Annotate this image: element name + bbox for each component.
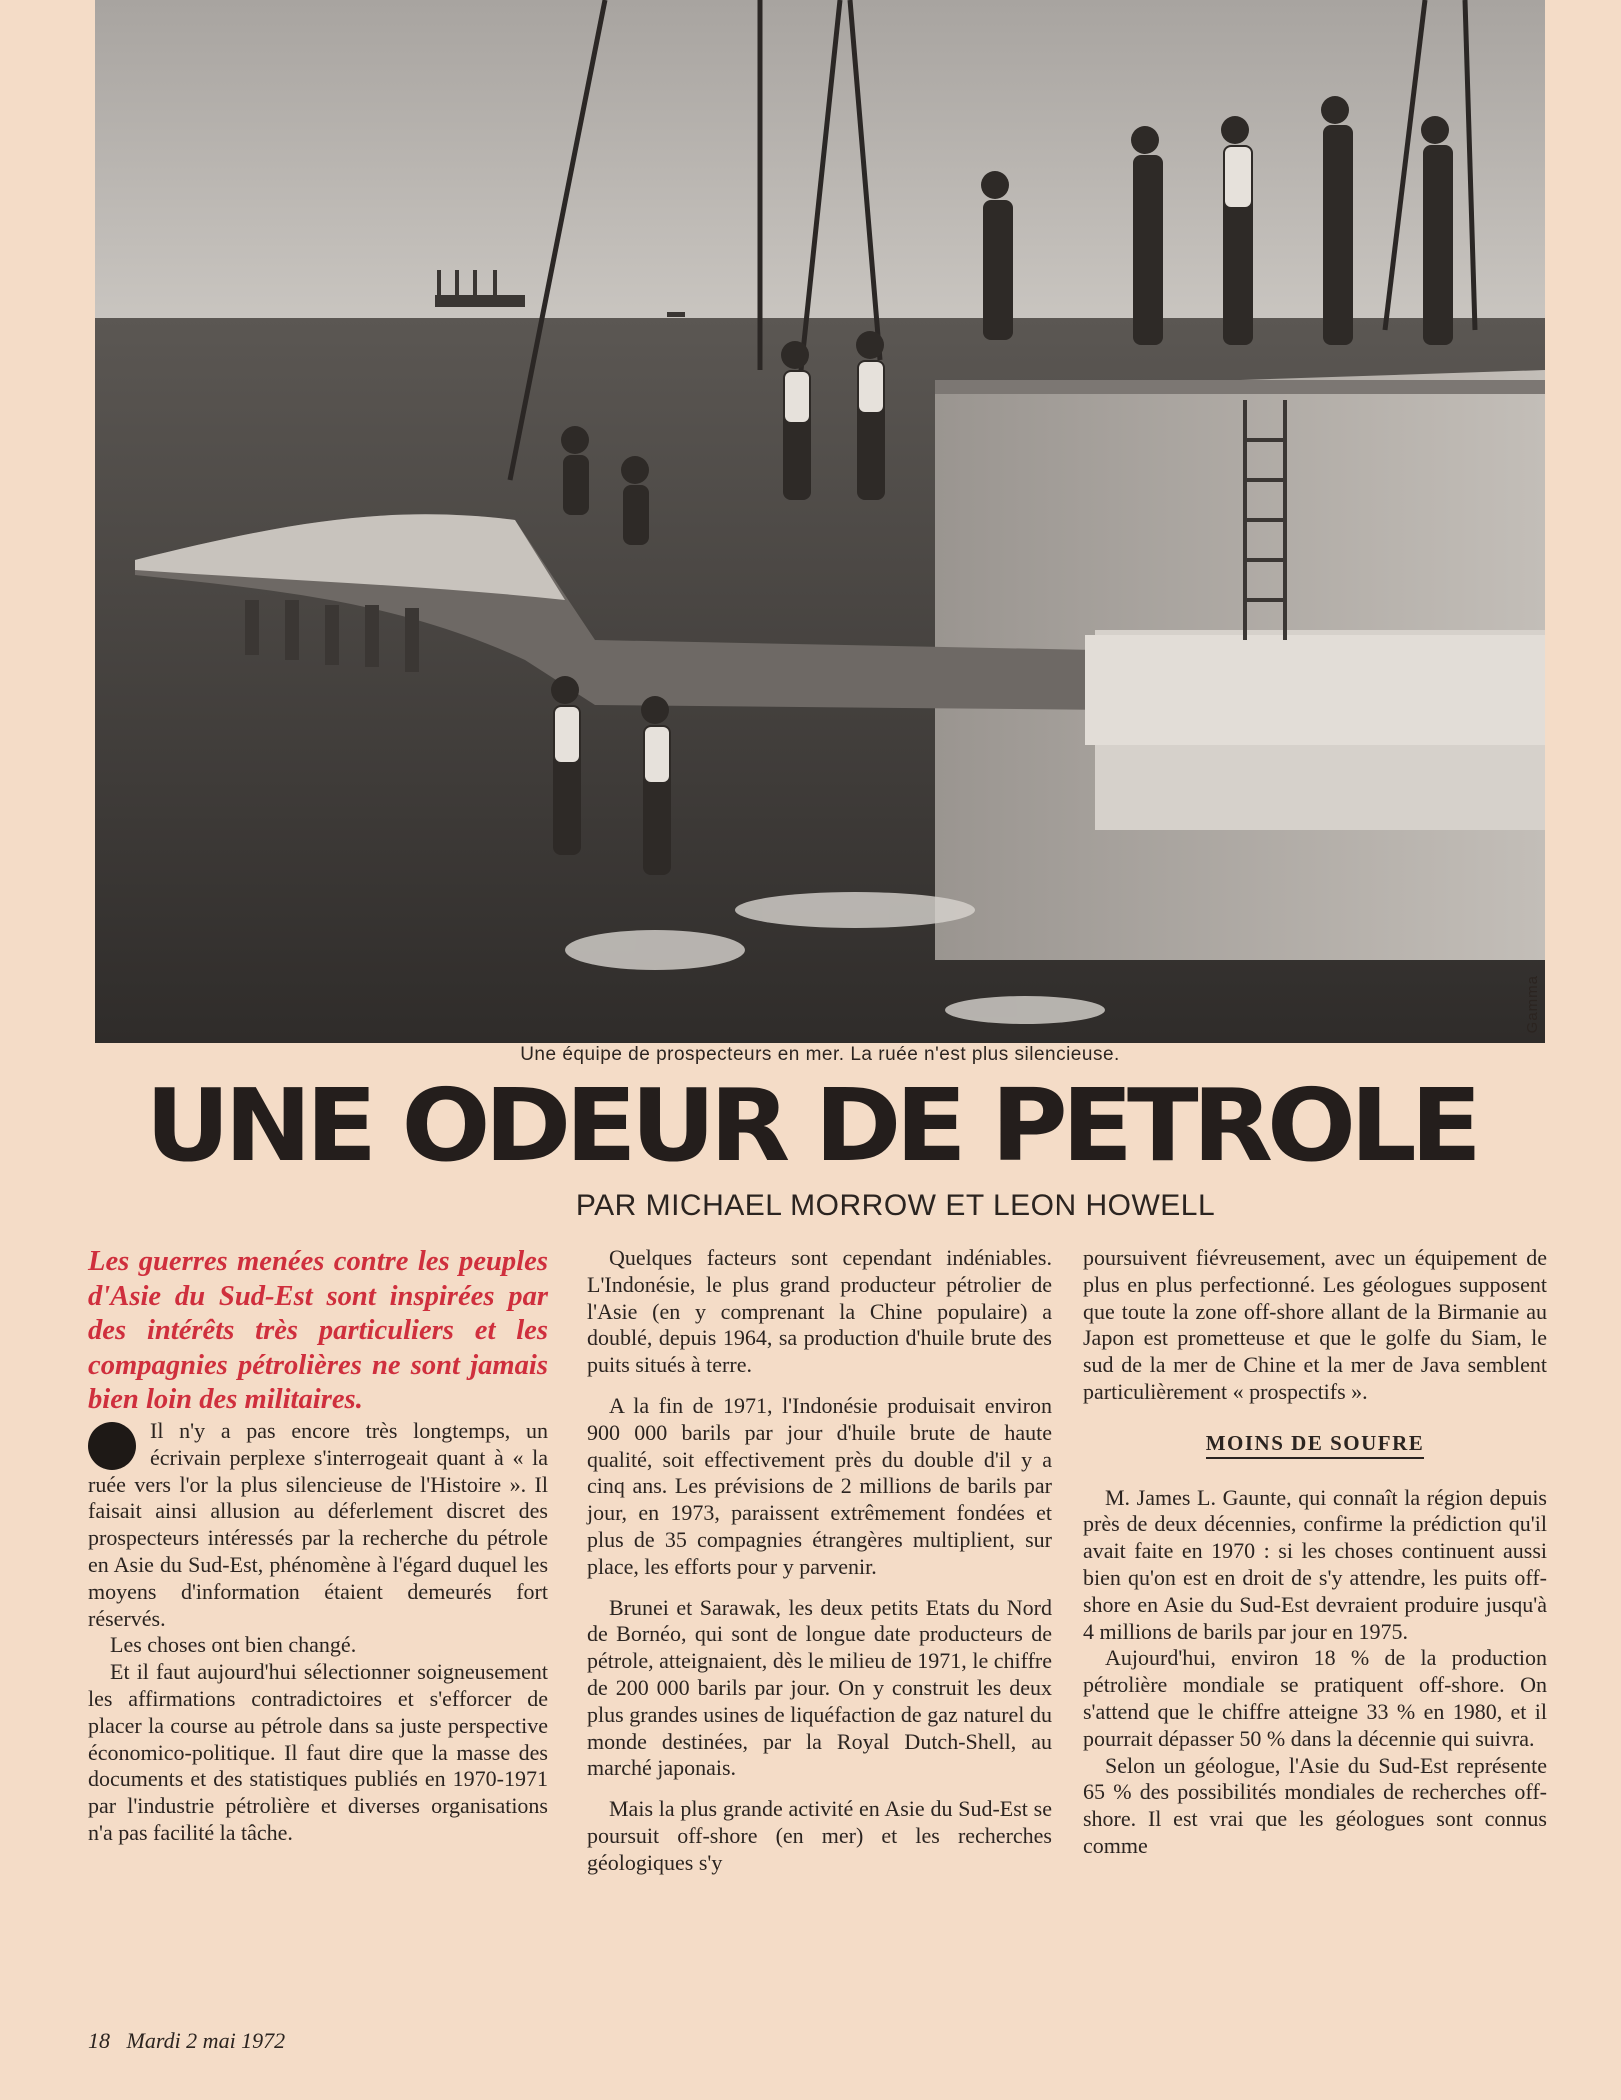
article-lede: Les guerres menées contre les peuples d'Asie du Sud-Est sont inspirées par des intérêts très particuliers et les compagnies pétrolières ne sont jamais bien loin des militaires. [88, 1246, 548, 1416]
paragraph: Il n'y a pas encore très longtemps, un écrivain perplexe s'interrogeait quant à « la ruée vers l'or la plus silencieuse de l'Histoire ». Il faisait ainsi allusion au déferlement discret des prospecteurs intéressés par la recherche du pétrole en Asie du Sud-Est, phénomène à l'égard duquel les moyens d'information étaient demeurés fort réservés. [88, 1417, 548, 1631]
paragraph: M. James L. Gaunte, qui connaît la région depuis près de deux décennies, confirme la prédiction qu'il avait faite en 1970 : si les choses continuent aussi bien qu'on est en droit de s'y attendre, les puits off-shore en Asie du Sud-Est devraient produire jusqu'à 4 millions de barils par jour en 1975. [1083, 1484, 1547, 1644]
page-number: 18 [88, 2028, 110, 2053]
photo-illustration [95, 0, 1545, 1043]
section-subhead [1083, 1430, 1547, 1457]
column-1 [88, 1245, 548, 1847]
paragraph: Brunei et Sarawak, les deux petits Etats du Nord de Bornéo, qui sont de longue date producteurs de pétrole, atteignaient, dès le milieu de 1971, le chiffre de 200 000 barils par jour. On y construit les deux plus grandes usines de liquéfaction de gaz naturel du monde destinées, par la Royal Dutch-Shell, au marché japonais. [587, 1594, 1052, 1781]
photo-caption: Une équipe de prospecteurs en mer. La ruée n'est plus silencieuse. [520, 1044, 1120, 1065]
column-2 [587, 1245, 1052, 1877]
paragraph: A la fin de 1971, l'Indonésie produisait environ 900 000 barils par jour d'huile brute de haute qualité, soit effectivement près du double d'il y a cinq ans. Les prévisions de 2 millions de barils par jour, en 1973, paraissent extrêmement fondées et plus de 35 compagnies étrangères multiplient, sur place, les efforts pour y parvenir. [587, 1392, 1052, 1579]
paragraph: Mais la plus grande activité en Asie du Sud-Est se poursuit off-shore (en mer) et les recherches géologiques s'y [587, 1796, 1052, 1875]
drop-dot-icon [88, 1422, 136, 1470]
column-3 [1083, 1245, 1547, 1860]
offshore-crew-photo [95, 0, 1545, 1043]
paragraph: Selon un géologue, l'Asie du Sud-Est représente 65 % des possibilités mondiales de recherches off-shore. Il est vrai que les géologues sont connus comme [1083, 1752, 1547, 1858]
paragraph: Aujourd'hui, environ 18 % de la production pétrolière mondiale se pratiquent off-shore. On s'attend que le chiffre atteigne 33 % en 1980, et il pourrait dépasser 50 % dans la décennie qui suivra. [1083, 1645, 1547, 1751]
photo-credit: Gamma [1524, 974, 1541, 1033]
article-title: UNE ODEUR DE PETROLE [145, 1067, 1476, 1184]
paragraph: poursuivent fiévreusement, avec un équipement de plus en plus perfectionné. Les géologues supposent que toute la zone off-shore allant de la Birmanie au Japon est prometteuse et que le golfe du Siam, le sud de la mer de Chine et la mer de Java semblent particulièrement « prospectifs ». [1083, 1245, 1547, 1404]
paragraph: Quelques facteurs sont cependant indéniables. L'Indonésie, le plus grand producteur pétrolier de l'Asie (en y comprenant la Chine populaire) a doublé, depuis 1964, sa production d'huile brute des puits situés à terre. [587, 1245, 1052, 1378]
paragraph: Et il faut aujourd'hui sélectionner soigneusement les affirmations contradictoires et s'efforcer de placer la course au pétrole dans sa juste perspective économico-politique. Il faut dire que la masse des documents et des statistiques publiés en 1970-1971 par l'industrie pétrolière et diverses organisations n'a pas facilité la tâche. [88, 1659, 548, 1845]
subhead-text: MOINS DE SOUFRE [1206, 1431, 1425, 1459]
article-byline: PAR MICHAEL MORROW ET LEON HOWELL [575, 1189, 1216, 1222]
issue-date: Mardi 2 mai 1972 [126, 2028, 286, 2053]
paragraph: Les choses ont bien changé. [110, 1632, 357, 1658]
page-footer [88, 2028, 285, 2054]
